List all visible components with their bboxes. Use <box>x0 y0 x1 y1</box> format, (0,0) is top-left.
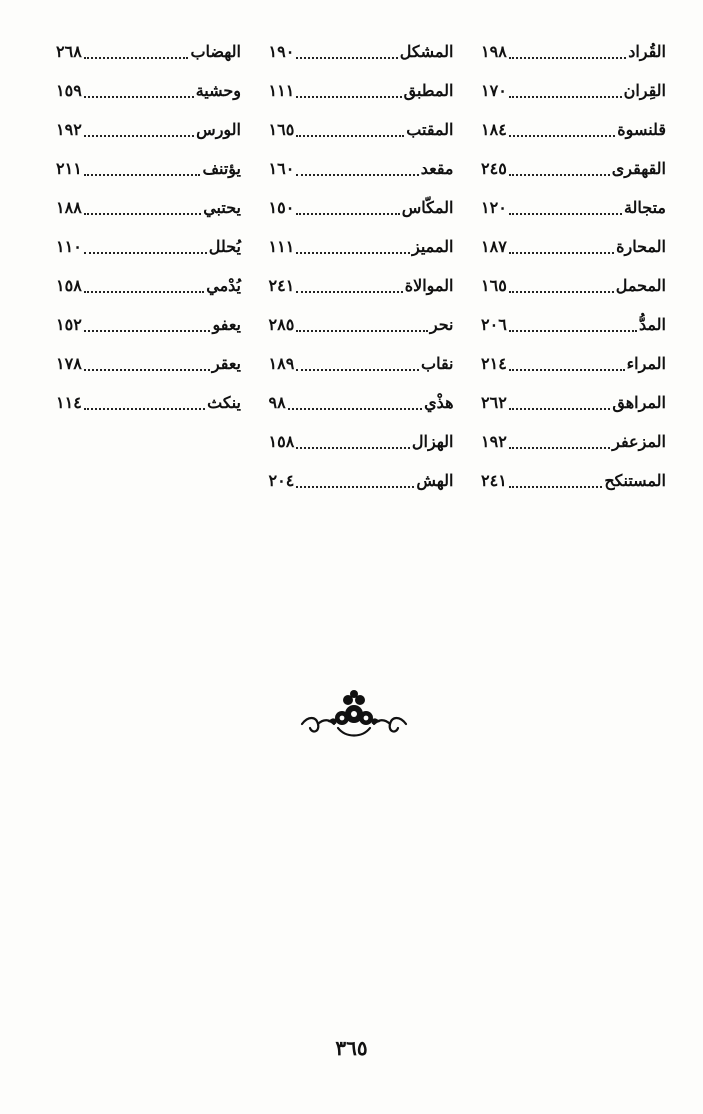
dot-leader <box>296 88 401 98</box>
index-page-number: ١١١ <box>268 81 295 100</box>
index-page-number: ٢٤١ <box>481 471 507 490</box>
index-term: المطبق <box>403 81 454 100</box>
dot-leader <box>296 439 410 449</box>
index-page-number: ١١٤ <box>56 393 82 412</box>
index-term: المراء <box>626 354 666 373</box>
index-term: يعقر <box>211 354 241 373</box>
dot-leader <box>84 400 205 410</box>
index-term: المزعفر <box>612 432 666 451</box>
index-page-number: ١١١ <box>268 237 295 256</box>
index-entry <box>269 151 454 190</box>
index-entry <box>56 307 241 346</box>
index-term: يحتبي <box>203 198 241 217</box>
index-page-number: ١٧٨ <box>56 354 82 373</box>
index-term: الهزال <box>411 432 454 451</box>
index-term: يؤتنف <box>202 159 241 178</box>
index-page-number: ١٥٨ <box>268 432 295 451</box>
index-page-number: ٢١٤ <box>481 354 507 373</box>
index-term: القِران <box>623 81 666 100</box>
dot-leader <box>296 49 397 59</box>
index-page-number: ١٥٢ <box>56 315 82 334</box>
dot-leader <box>509 283 614 293</box>
dot-leader <box>509 322 637 332</box>
index-term: القهقرى <box>611 159 666 178</box>
dot-leader <box>84 205 201 215</box>
index-term: قلنسوة <box>617 120 666 139</box>
dot-leader <box>509 400 611 410</box>
floral-vine-ornament-icon <box>298 688 410 740</box>
index-entry <box>56 229 241 268</box>
index-entry <box>481 385 666 424</box>
dot-leader <box>296 127 404 137</box>
index-term: المحمل <box>615 276 666 295</box>
index-entry <box>481 73 666 112</box>
index-page-number: ٢٦٢ <box>481 393 507 412</box>
index-entry <box>481 112 666 151</box>
index-term: نقاب <box>421 354 454 373</box>
index-entry <box>56 190 241 229</box>
index-page-number: ١٩٢ <box>481 432 507 451</box>
index-entry <box>56 385 241 424</box>
index-entry <box>481 268 666 307</box>
dot-leader <box>84 88 194 98</box>
index-entry <box>269 112 454 151</box>
dot-leader <box>296 361 419 371</box>
index-entry <box>269 190 454 229</box>
index-term: ينكث <box>207 393 241 412</box>
dot-leader <box>509 244 614 254</box>
dot-leader <box>509 88 622 98</box>
index-entry <box>269 424 454 463</box>
index-table <box>56 34 666 502</box>
dot-leader <box>509 478 603 488</box>
index-page-number: ٢٠٦ <box>481 315 507 334</box>
index-term: المقتب <box>406 120 454 139</box>
index-term: الهضاب <box>190 42 241 61</box>
index-page-number: ١٨٧ <box>481 237 507 256</box>
dot-leader <box>509 439 610 449</box>
dot-leader <box>296 283 402 293</box>
index-page-number: ٢٨٥ <box>268 315 295 334</box>
index-entry <box>56 112 241 151</box>
index-page-number: ١٦٥ <box>268 120 295 139</box>
dot-leader <box>84 244 207 254</box>
index-term: يُدْمي <box>206 276 241 295</box>
index-page-number: ٢٠٤ <box>268 471 295 490</box>
dot-leader <box>509 166 610 176</box>
index-page-number: ١٧٠ <box>481 81 507 100</box>
dot-leader <box>296 205 399 215</box>
index-term: يُحلل <box>208 237 241 256</box>
index-page-number: ١٥٩ <box>56 81 82 100</box>
dot-leader <box>509 205 622 215</box>
index-page-number: ١٨٨ <box>56 198 82 217</box>
index-page-number: ١٥٨ <box>56 276 82 295</box>
dot-leader <box>296 244 410 254</box>
index-page-number: ١٩٨ <box>481 42 507 61</box>
index-page-number: ٢٤١ <box>268 276 295 295</box>
dot-leader <box>84 283 204 293</box>
index-column-2 <box>269 34 454 502</box>
index-term: هذْي <box>424 393 454 412</box>
index-term: يعفو <box>212 315 241 334</box>
dot-leader <box>84 127 194 137</box>
dot-leader <box>84 322 211 332</box>
index-term: نحر <box>429 315 454 334</box>
index-entry <box>269 268 454 307</box>
index-term: المشكل <box>399 42 454 61</box>
index-term: وحشية <box>195 81 241 100</box>
index-entry <box>481 229 666 268</box>
dot-leader <box>84 49 189 59</box>
index-entry <box>481 346 666 385</box>
index-term: مقعد <box>420 159 454 178</box>
index-entry <box>269 307 454 346</box>
dot-leader <box>296 478 414 488</box>
index-page-number: ٢١١ <box>56 159 82 178</box>
dot-leader <box>296 166 418 176</box>
index-page-number: ٩٨ <box>268 393 286 412</box>
index-term: المستنكح <box>604 471 666 490</box>
index-page-number: ١٩٢ <box>56 120 82 139</box>
index-term: المراهق <box>612 393 666 412</box>
index-page-number: ١٦٥ <box>481 276 507 295</box>
index-entry <box>56 73 241 112</box>
index-entry <box>269 385 454 424</box>
index-entry <box>56 34 241 73</box>
dot-leader <box>509 361 625 371</box>
index-page-number: ١٨٩ <box>268 354 295 373</box>
index-entry <box>269 463 454 502</box>
index-entry <box>481 151 666 190</box>
index-term: المحارة <box>616 237 666 256</box>
index-page-number: ١٢٠ <box>481 198 507 217</box>
index-term: الهش <box>416 471 454 490</box>
index-entry <box>269 73 454 112</box>
index-entry <box>56 151 241 190</box>
index-term: المكّاس <box>401 198 454 217</box>
index-entry <box>481 424 666 463</box>
index-entry <box>481 307 666 346</box>
index-page-number: ١٩٠ <box>268 42 295 61</box>
index-page-number: ١٥٠ <box>268 198 295 217</box>
index-entry <box>481 463 666 502</box>
index-entry <box>269 34 454 73</box>
index-entry <box>481 190 666 229</box>
index-term: القُراد <box>628 42 666 61</box>
index-term: الموالاة <box>404 276 454 295</box>
index-entry <box>481 34 666 73</box>
index-entry <box>56 346 241 385</box>
index-term: متجالة <box>623 198 666 217</box>
dot-leader <box>509 49 626 59</box>
index-term: الورس <box>196 120 241 139</box>
index-term: المدُّ <box>639 315 666 334</box>
dot-leader <box>296 322 428 332</box>
index-entry <box>269 346 454 385</box>
dot-leader <box>509 127 616 137</box>
page-number: ٣٦٥ <box>335 1036 368 1060</box>
index-page-number: ١١٠ <box>56 237 82 256</box>
index-column-1 <box>481 34 666 502</box>
dot-leader <box>84 166 201 176</box>
index-term: المميز <box>412 237 454 256</box>
index-entry <box>56 268 241 307</box>
index-page-number: ٢٦٨ <box>56 42 82 61</box>
index-page-number: ١٦٠ <box>268 159 295 178</box>
index-column-3 <box>56 34 241 502</box>
index-page-number: ١٨٤ <box>481 120 507 139</box>
dot-leader <box>84 361 210 371</box>
index-entry <box>269 229 454 268</box>
index-page-number: ٢٤٥ <box>481 159 507 178</box>
dot-leader <box>288 400 422 410</box>
